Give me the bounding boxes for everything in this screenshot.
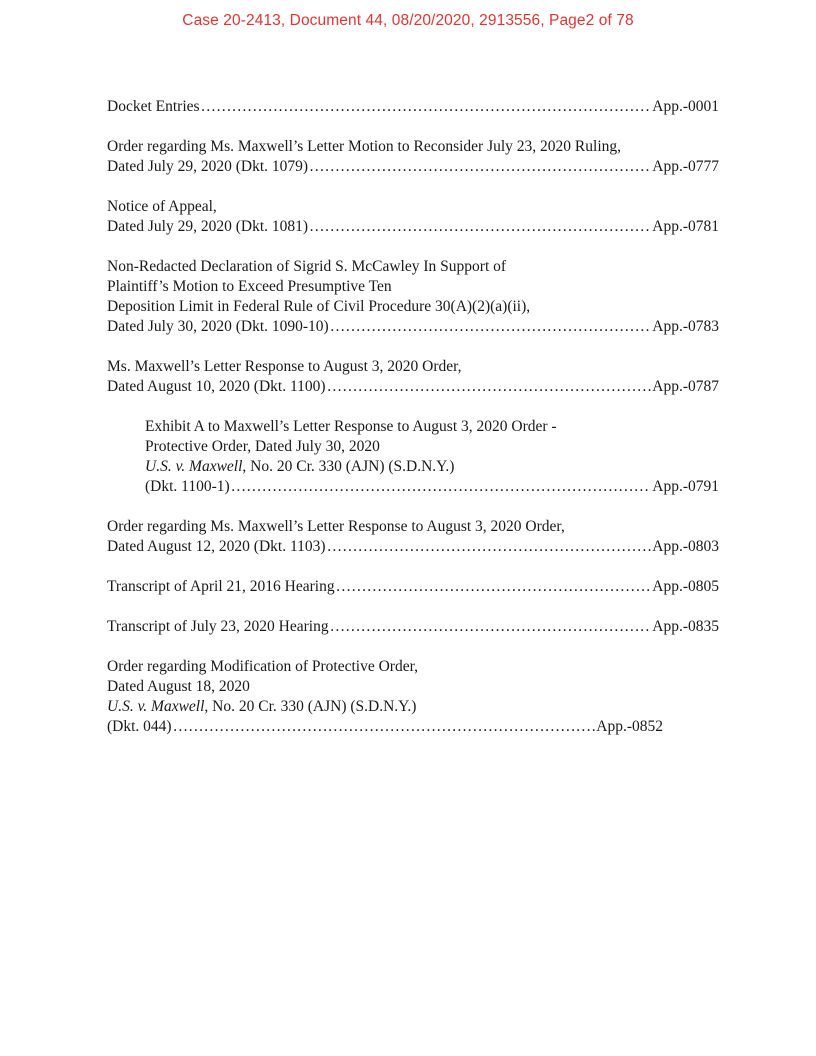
entry-title-line: Notice of Appeal, [107,198,217,215]
toc-entry-transcript-2016 [107,577,719,597]
entry-date: Dated July 30, 2020 (Dkt. 1090-10) [107,318,329,335]
entry-title-line: Non-Redacted Declaration of Sigrid S. McCawley In Support of [107,258,507,275]
dot-leader [309,217,651,237]
dot-leader [173,717,596,737]
toc-line [107,97,719,117]
entry-date: Dated July 29, 2020 (Dkt. 1081) [107,218,309,235]
entry-title-line: Exhibit A to Maxwell’s Letter Response to August 3, 2020 Order - [145,418,557,435]
toc-line [107,317,719,337]
table-of-contents [107,97,719,757]
dot-leader [327,537,652,557]
case-citation-line [107,697,663,717]
page-ref[interactable]: App.-0852 [596,718,663,735]
entry-title-line: Dated August 18, 2020 [107,678,250,695]
entry-title-line: Deposition Limit in Federal Rule of Civil Procedure 30(A)(2)(a)(ii), [107,298,531,315]
dot-leader [201,97,652,117]
page-ref[interactable]: App.-0805 [652,578,719,595]
dot-leader [231,477,652,497]
entry-title-line: Order regarding Ms. Maxwell’s Letter Motion to Reconsider July 23, 2020 Ruling, [107,138,622,155]
toc-line [107,537,719,557]
toc-entry-order-letter-response [107,517,719,557]
case-name: U.S. v. Maxwell [107,698,205,715]
entry-title-line: Protective Order, Dated July 30, 2020 [145,438,380,455]
entry-title-line: Order regarding Ms. Maxwell’s Letter Response to August 3, 2020 Order, [107,518,565,535]
entry-date: Dated July 29, 2020 (Dkt. 1079) [107,158,309,175]
toc-entry-transcript-2020 [107,617,719,637]
page-ref[interactable]: App.-0787 [652,378,719,395]
toc-line [145,477,719,497]
page-ref[interactable]: App.-0001 [652,98,719,115]
toc-entry-letter-response [107,357,719,397]
entry-docket: (Dkt. 1100-1) [145,478,230,495]
case-citation: , No. 20 Cr. 330 (AJN) (S.D.N.Y.) [204,698,417,715]
dot-leader [330,317,652,337]
toc-line [107,717,663,737]
dot-leader [327,377,652,397]
entry-title-line: Order regarding Modification of Protective Order, [107,658,418,675]
entry-date: Dated August 10, 2020 (Dkt. 1100) [107,378,326,395]
page-ref[interactable]: App.-0803 [652,538,719,555]
dot-leader [330,617,652,637]
entry-title: Transcript of July 23, 2020 Hearing [107,618,329,635]
case-citation: , No. 20 Cr. 330 (AJN) (S.D.N.Y.) [242,458,455,475]
toc-entry-exhibit-a [107,417,719,497]
toc-entry-order-reconsider [107,137,719,177]
entry-docket: (Dkt. 044) [107,718,172,735]
dot-leader [309,157,651,177]
entry-title: Transcript of April 21, 2016 Hearing [107,578,335,595]
toc-line [107,377,719,397]
toc-line [107,157,719,177]
entry-title-line: Ms. Maxwell’s Letter Response to August 3, 2020 Order, [107,358,462,375]
dot-leader [336,577,652,597]
entry-title-line: Plaintiff’s Motion to Exceed Presumptive Ten [107,278,392,295]
page-ref[interactable]: App.-0791 [652,478,719,495]
toc-entry-notice-of-appeal [107,197,719,237]
toc-entry-mccawley-declaration [107,257,719,337]
toc-line [107,217,719,237]
page-ref[interactable]: App.-0777 [652,158,719,175]
case-citation-line [145,457,719,477]
case-header-stamp: Case 20-2413, Document 44, 08/20/2020, 2913556, Page2 of 78 [182,12,634,29]
toc-entry-docket-entries [107,97,719,117]
page-ref[interactable]: App.-0781 [652,218,719,235]
page-ref[interactable]: App.-0835 [652,618,719,635]
page-ref[interactable]: App.-0783 [652,318,719,335]
entry-date: Dated August 12, 2020 (Dkt. 1103) [107,538,326,555]
toc-line [107,617,719,637]
toc-line [107,577,719,597]
entry-title: Docket Entries [107,98,200,115]
toc-entry-modification-order [107,657,719,737]
case-name: U.S. v. Maxwell [145,458,243,475]
